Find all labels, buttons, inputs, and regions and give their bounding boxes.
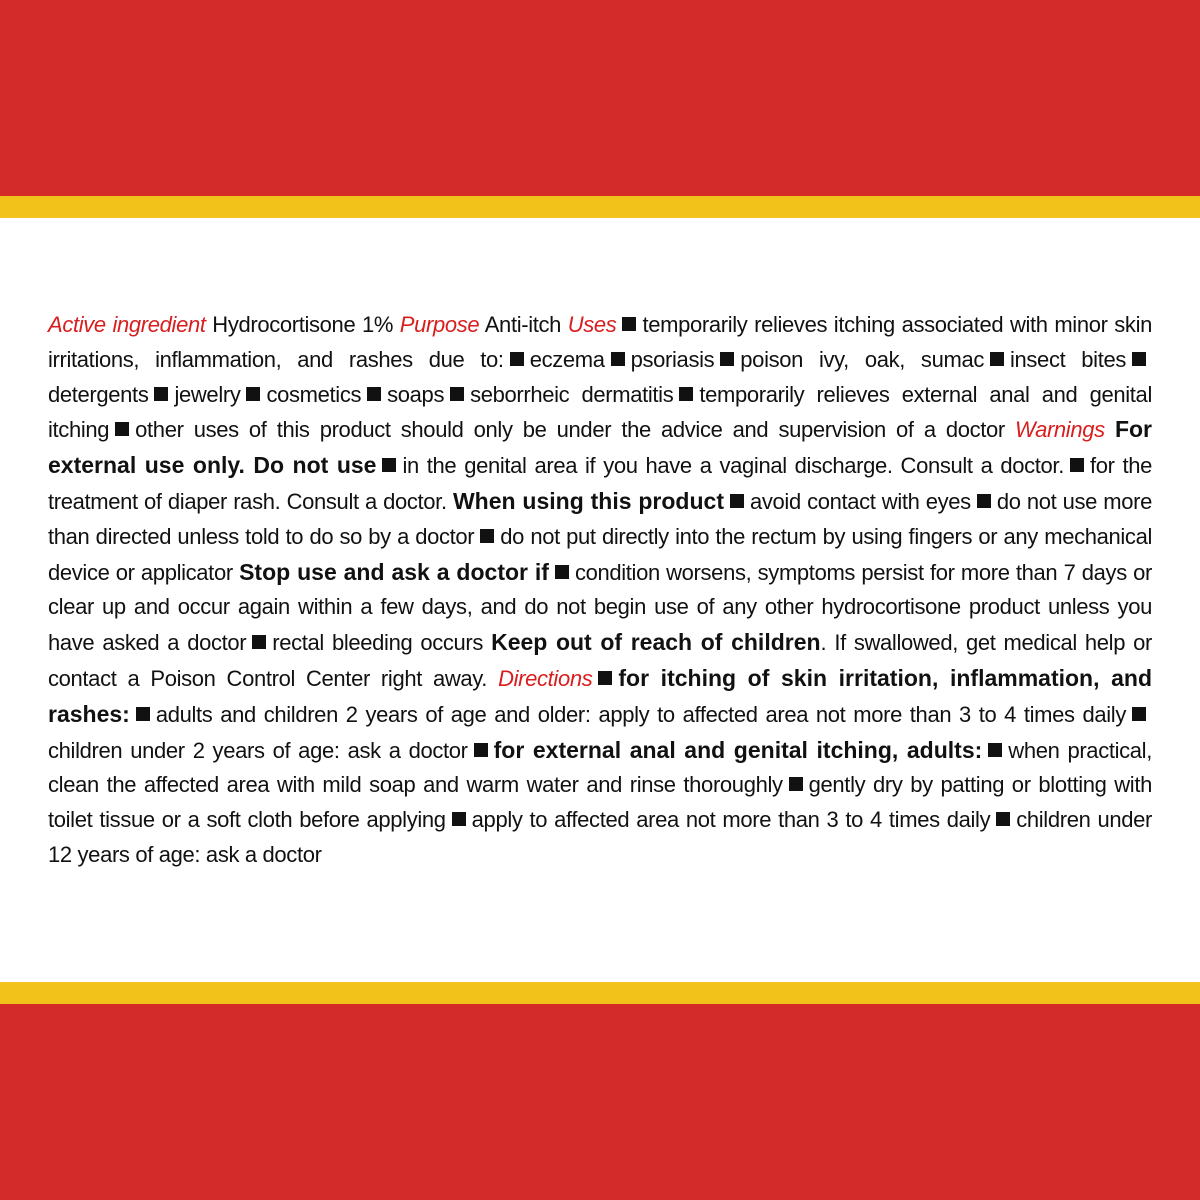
body-text: when practical, clean the affected area with mild soap and warm water and rinse thoroughly [48,737,1152,798]
body-text: poison ivy, oak, sumac [740,346,984,372]
bold-phrase: When using this product [452,487,724,514]
body-text: jewelry [174,381,241,407]
body-text: gently dry by patting or blotting with toilet tissue or a soft cloth before applying [48,772,1152,833]
bullet-icon [789,777,803,791]
body-text: detergents [48,381,149,407]
body-text: children under 12 years of age: ask a doctor [48,807,1152,867]
body-text: seborrheic dermatitis [470,381,674,407]
bold-phrase: Keep out of reach of children [491,629,821,656]
bullet-icon [990,352,1004,366]
bold-phrase: for external anal and genital itching, adults: [493,736,983,763]
bullet-icon [367,387,381,401]
bullet-icon [730,494,744,508]
body-text: temporarily relieves external anal and genital itching [48,381,1152,443]
bullet-icon [154,387,168,401]
body-text: adults and children 2 years of age and older: apply to affected area not more than 3 to 4 times daily [155,701,1126,727]
bullet-icon [382,458,396,472]
bullet-icon [720,352,734,366]
body-text: do not put directly into the rectum by using fingers or any mechanical device or applicator [48,523,1152,585]
body-text: apply to affected area not more than 3 to 4 times daily [471,807,991,833]
bullet-icon [136,707,150,721]
bullet-icon [996,812,1010,826]
body-text: avoid contact with eyes [749,488,971,514]
body-text: other uses of this product should only be under the advice and supervision of a doctor [135,417,1016,443]
bullet-icon [452,812,466,826]
bullet-icon [480,529,494,543]
body-text: . If swallowed, get medical help or contact a Poison Control Center right away. [48,630,1152,691]
bold-phrase: for itching of skin irritation, inflammation, and rashes: [48,664,1152,727]
bold-phrase: Stop use and ask a doctor if [239,558,549,585]
bullet-icon [474,743,488,757]
body-text: Hydrocortisone 1% [205,312,400,337]
body-text: psoriasis [630,346,715,372]
bullet-icon [555,565,569,579]
body-text: condition worsens, symptoms persist for more than 7 days or clear up and occur again within a few days, and do not begin use of any other hydrocortisone product unless you have asked a doctor [48,559,1152,656]
body-text [1105,417,1115,442]
drug-facts-text [48,308,1152,873]
bullet-icon [1132,352,1146,366]
body-text: insect bites [1009,346,1126,372]
top-yellow-stripe [0,196,1200,218]
body-text: soaps [387,381,445,407]
bullet-icon [1132,707,1146,721]
bullet-icon [977,494,991,508]
bottom-red-band [0,1004,1200,1200]
bullet-icon [611,352,625,366]
section-heading: Uses [567,312,617,337]
bold-phrase: For external use only. Do not use [48,416,1152,479]
body-text: children under 2 years of age: ask a doctor [48,737,468,763]
section-heading: Warnings [1015,417,1105,443]
bullet-icon [988,743,1002,757]
body-text: temporarily relieves itching associated with minor skin irritations, inflammation, and rashes due to: [48,312,1152,372]
body-text: eczema [529,346,605,372]
body-text: for the treatment of diaper rash. Consult a doctor. [48,453,1153,514]
section-heading: Purpose [399,312,480,337]
bullet-icon [115,422,129,436]
top-red-band [0,0,1200,196]
bullet-icon [598,671,612,685]
section-heading: Active ingredient [48,312,206,337]
body-text: in the genital area if you have a vaginal discharge. Consult a doctor. [402,453,1064,479]
bullet-icon [679,387,693,401]
bullet-icon [510,352,524,366]
section-heading: Directions [498,665,593,691]
bullet-icon [252,635,266,649]
bottom-yellow-stripe [0,982,1200,1004]
bullet-icon [246,387,260,401]
bullet-icon [1070,458,1084,472]
body-text: Anti-itch [479,312,568,337]
bullet-icon [450,387,464,401]
body-text: rectal bleeding occurs [272,630,492,656]
bullet-icon [622,317,636,331]
body-text: do not use more than directed unless told to do so by a doctor [48,488,1152,549]
body-text: cosmetics [266,381,362,407]
